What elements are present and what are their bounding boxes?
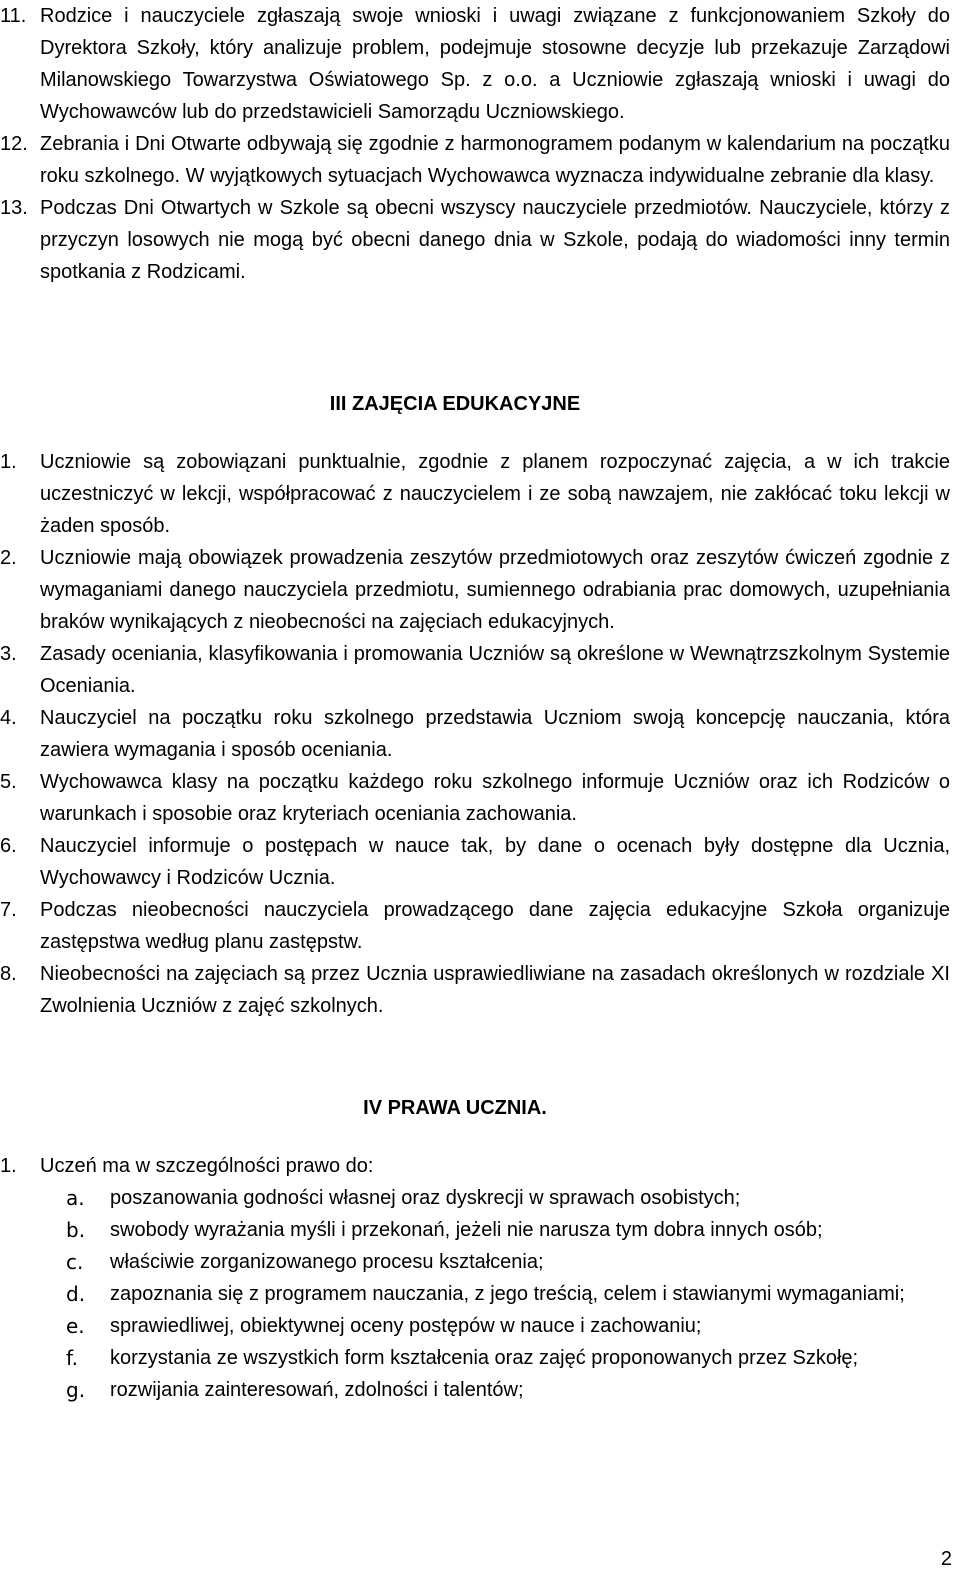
item-number: 6.	[0, 835, 17, 857]
item-text: Zebrania i Dni Otwarte odbywają się zgodnie z harmonogramem podanym w kalendarium na początku roku szkolnego. W wyjątkowych sytuacjach Wychowawca wyznacza indywidualne zebranie dla klasy.	[40, 133, 950, 187]
section-heading-iii: III ZAJĘCIA EDUKACYJNE	[329, 393, 581, 415]
item-number: 11.	[0, 5, 27, 27]
list-item	[0, 1150, 960, 1182]
item-text: Podczas nieobecności nauczyciela prowadzącego dane zajęcia edukacyjne Szkoła organizuje zastępstwa według planu zastępstw.	[40, 899, 950, 953]
sub-letter: c.	[66, 1250, 84, 1274]
list-item	[0, 638, 960, 702]
sublist-item	[0, 1246, 960, 1278]
sublist-item	[0, 1310, 960, 1342]
sub-letter: f.	[66, 1346, 78, 1370]
sub-text: swobody wyrażania myśli i przekonań, jeżeli nie narusza tym dobra innych osób;	[110, 1219, 823, 1241]
item-number: 1.	[0, 1155, 17, 1177]
item-text: Rodzice i nauczyciele zgłaszają swoje wnioski i uwagi związane z funkcjonowaniem Szkoły do Dyrektora Szkoły, który analizuje problem, podejmuje stosowne decyzje lub przekazuje Zarządowi Milanowskiego Towarzystwa Oświatowego Sp. z o.o. a Uczniowie zgłaszają wnioski i uwagi do Wychowawców lub do przedstawicieli Samorządu Uczniowskiego.	[40, 5, 950, 123]
section-iv-list	[0, 1150, 960, 1182]
sublist-item	[0, 1342, 960, 1374]
sublist-item	[0, 1214, 960, 1246]
list-item	[0, 0, 960, 128]
sub-letter: g.	[66, 1378, 86, 1402]
item-number: 4.	[0, 707, 17, 729]
list-item	[0, 192, 960, 288]
sub-text: poszanowania godności własnej oraz dyskrecji w sprawach osobistych;	[110, 1187, 741, 1209]
section-iii-list	[0, 446, 960, 1022]
list-item	[0, 702, 960, 766]
item-text: Podczas Dni Otwartych w Szkole są obecni wszyscy nauczyciele przedmiotów. Nauczyciele, którzy z przyczyn losowych nie mogą być obecni danego dnia w Szkole, podają do wiadomości inny termin spotkania z Rodzicami.	[40, 197, 950, 283]
item-text: Uczniowie mają obowiązek prowadzenia zeszytów przedmiotowych oraz zeszytów ćwiczeń zgodnie z wymaganiami danego nauczyciela przedmiotu, sumiennego odrabiania prac domowych, uzupełniania braków wynikających z nieobecności na zajęciach edukacyjnych.	[40, 547, 950, 633]
list-item	[0, 958, 960, 1022]
list-item	[0, 894, 960, 958]
list-item	[0, 542, 960, 638]
item-text: Uczniowie są zobowiązani punktualnie, zgodnie z planem rozpoczynać zajęcia, a w ich trakcie uczestniczyć w lekcji, współpracować z nauczycielem i ze sobą nawzajem, nie zakłócać toku lekcji w żaden sposób.	[40, 451, 950, 537]
item-number: 7.	[0, 899, 17, 921]
item-number: 3.	[0, 643, 17, 665]
sub-text: właściwie zorganizowanego procesu kształcenia;	[110, 1251, 544, 1273]
item-number: 8.	[0, 963, 17, 985]
sub-letter: b.	[66, 1218, 86, 1242]
list-item	[0, 128, 960, 192]
sublist-item	[0, 1182, 960, 1214]
sub-text: sprawiedliwej, obiektywnej oceny postępów w nauce i zachowaniu;	[110, 1315, 702, 1337]
item-text: Wychowawca klasy na początku każdego roku szkolnego informuje Uczniów oraz ich Rodziców o warunkach i sposobie oraz kryteriach oceniania zachowania.	[40, 771, 950, 825]
sublist-item	[0, 1278, 960, 1310]
item-number: 1.	[0, 451, 17, 473]
list-item	[0, 766, 960, 830]
page-number: 2	[940, 1548, 952, 1570]
item-text: Zasady oceniania, klasyfikowania i promowania Uczniów są określone w Wewnątrzszkolnym Systemie Oceniania.	[40, 643, 950, 697]
item-text: Nauczyciel na początku roku szkolnego przedstawia Uczniom swoją koncepcję nauczania, która zawiera wymagania i sposób oceniania.	[40, 707, 950, 761]
sub-letter: e.	[66, 1314, 85, 1338]
sub-letter: d.	[66, 1282, 86, 1306]
item-text: Nauczyciel informuje o postępach w nauce tak, by dane o ocenach były dostępne dla Ucznia, Wychowawcy i Rodziców Ucznia.	[40, 835, 950, 889]
list-item	[0, 446, 960, 542]
item-text: Uczeń ma w szczególności prawo do:	[40, 1155, 374, 1177]
previous-section-list	[0, 0, 960, 288]
section-heading-iv: IV PRAWA UCZNIA.	[363, 1097, 547, 1119]
rights-sublist	[0, 1182, 960, 1406]
sub-letter: a.	[66, 1186, 85, 1210]
item-number: 13.	[0, 197, 28, 219]
sub-text: korzystania ze wszystkich form kształcenia oraz zajęć proponowanych przez Szkołę;	[110, 1347, 859, 1369]
item-text: Nieobecności na zajęciach są przez Ucznia usprawiedliwiane na zasadach określonych w rozdziale XI Zwolnienia Uczniów z zajęć szkolnych.	[40, 963, 950, 1017]
sublist-item	[0, 1374, 960, 1406]
sub-text: rozwijania zainteresowań, zdolności i talentów;	[110, 1379, 524, 1401]
item-number: 5.	[0, 771, 17, 793]
list-item	[0, 830, 960, 894]
sub-text: zapoznania się z programem nauczania, z jego treścią, celem i stawianymi wymaganiami;	[110, 1283, 905, 1305]
item-number: 12.	[0, 133, 28, 155]
item-number: 2.	[0, 547, 17, 569]
